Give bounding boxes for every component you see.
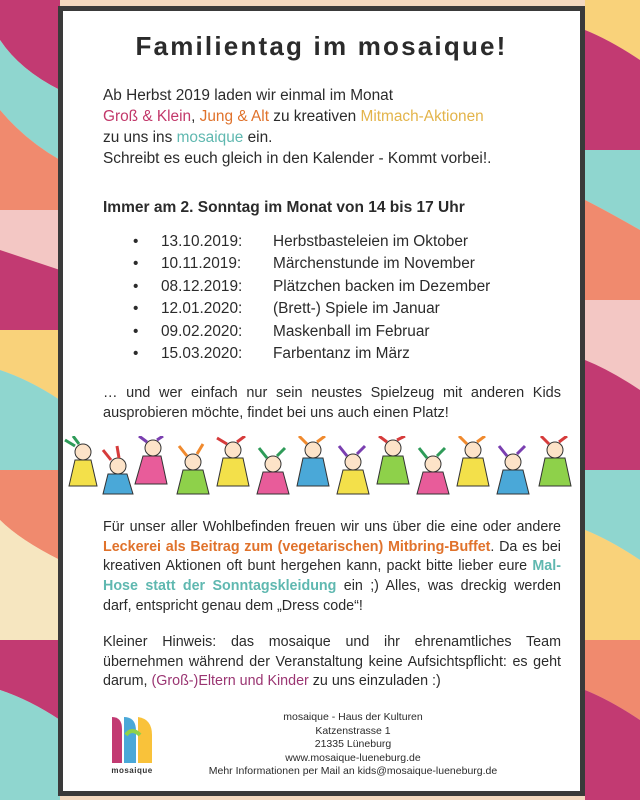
- mosaique-logo-icon: [108, 713, 156, 771]
- intro-line-3: [103, 127, 573, 148]
- kid-figure-icon: [65, 436, 97, 486]
- intro-connector: zu kreativen: [268, 108, 361, 125]
- highlight-eltern-kinder: (Groß-)Eltern und Kinder: [151, 673, 309, 690]
- kid-figure-icon: [457, 436, 489, 486]
- event-date: 15.03.2020:: [161, 345, 243, 363]
- intro-line-4: Schreibt es euch gleich in den Kalender - Kommt vorbei!.: [103, 150, 492, 167]
- kid-figure-icon: [103, 446, 133, 494]
- schedule-heading: Immer am 2. Sonntag im Monat von 14 bis 17 Uhr: [103, 199, 465, 216]
- highlight-mitmach: Mitmach-Aktionen: [360, 108, 484, 125]
- event-date: 13.10.2019:: [161, 233, 243, 250]
- kid-figure-icon: [497, 446, 529, 494]
- footer-street: Katzenstrasse 1: [315, 724, 391, 737]
- event-item: [133, 321, 490, 343]
- footer-website-link[interactable]: www.mosaique-lueneburg.de: [285, 751, 421, 764]
- event-title: Märchenstunde im November: [273, 255, 475, 273]
- event-item: [133, 298, 490, 320]
- bullet: •: [133, 300, 139, 318]
- kid-figure-icon: [177, 444, 209, 494]
- kid-figure-icon: [417, 448, 449, 494]
- highlight-mal-hose: Mal-Hose statt der Sonntagskleidung: [103, 558, 561, 595]
- extra-note: … und wer einfach nur sein neustes Spielzeug mit anderen Kids ausprobieren möchte, findet bei uns auch einen Platz!: [103, 385, 561, 421]
- footer-venue: mosaique - Haus der Kulturen: [283, 711, 423, 723]
- event-item: [133, 276, 490, 298]
- logo-label: mosaique: [111, 766, 153, 775]
- highlight-jung-alt: Jung & Alt: [199, 108, 269, 125]
- footer-city: 21335 Lüneburg: [314, 738, 392, 751]
- event-item: [133, 231, 490, 253]
- event-date: 09.02.2020:: [161, 322, 243, 340]
- event-title: Maskenball im Februar: [273, 322, 430, 340]
- bullet: •: [133, 345, 139, 363]
- intro-line-3-start: zu uns ins: [103, 129, 177, 146]
- poster-frame: [58, 6, 585, 796]
- bullet: •: [133, 255, 139, 273]
- hint-text: [103, 633, 561, 692]
- event-title: Plätzchen backen im Dezember: [273, 277, 491, 295]
- kid-figure-icon: [135, 436, 167, 484]
- event-date: 08.12.2019:: [161, 277, 243, 295]
- wellbeing-part-3: ein ;) Alles, was dreckig werden darf, entspricht genau dem „Dress code“!: [103, 578, 561, 614]
- kid-figure-icon: [539, 436, 571, 486]
- footer-email-info[interactable]: Mehr Informationen per Mail an kids@mosaique-lueneburg.de: [208, 765, 498, 778]
- highlight-mosaique: mosaique: [176, 129, 244, 146]
- wellbeing-part-2: . Da es bei kreativen Aktionen oft bunt hergehen kann, packt bitte lieber eure: [103, 538, 561, 575]
- event-title: Herbstbasteleien im Oktober: [273, 233, 469, 250]
- bullet: •: [133, 233, 139, 250]
- kid-figure-icon: [217, 436, 249, 486]
- intro-line-3-end: ein.: [243, 129, 273, 146]
- intro-line-2: [103, 106, 573, 127]
- poster-title: Familientag im mosaique!: [135, 31, 508, 61]
- bullet: •: [133, 322, 139, 340]
- event-date: 10.11.2019:: [161, 255, 242, 273]
- kid-figure-icon: [337, 446, 369, 494]
- hint-part-1: Kleiner Hinweis: das mosaique und ihr ehrenamtliches Team übernehmen während der Veranstaltung keine Aufsichtspflicht: es geht darum,: [103, 634, 561, 690]
- wellbeing-part-1: Für unser aller Wohlbefinden freuen wir uns über die eine oder andere: [103, 519, 561, 535]
- poster-sheet: [63, 11, 580, 791]
- wellbeing-text: [103, 518, 561, 617]
- event-date: 12.01.2020:: [161, 300, 243, 318]
- event-title: Farbentanz im März: [273, 345, 410, 363]
- event-item: [133, 253, 490, 275]
- intro-line-1: Ab Herbst 2019 laden wir einmal im Monat: [103, 87, 393, 104]
- event-item: [133, 343, 490, 365]
- footer-address: [173, 711, 533, 779]
- event-title: (Brett-) Spiele im Januar: [273, 300, 440, 318]
- dancing-kids-illustration: [63, 436, 580, 498]
- intro-text: [103, 85, 573, 169]
- bullet: •: [133, 277, 139, 295]
- intro-separator: ,: [191, 108, 200, 125]
- highlight-buffet: Leckerei als Beitrag zum (vegetarischen) Mitbring-Buffet: [103, 538, 491, 555]
- highlight-gross-klein: Groß & Klein: [103, 108, 192, 125]
- kid-figure-icon: [377, 436, 409, 484]
- kid-figure-icon: [297, 436, 329, 486]
- kid-figure-icon: [257, 448, 289, 494]
- event-list: [133, 231, 490, 365]
- hint-part-2: zu uns einzuladen :): [308, 673, 441, 690]
